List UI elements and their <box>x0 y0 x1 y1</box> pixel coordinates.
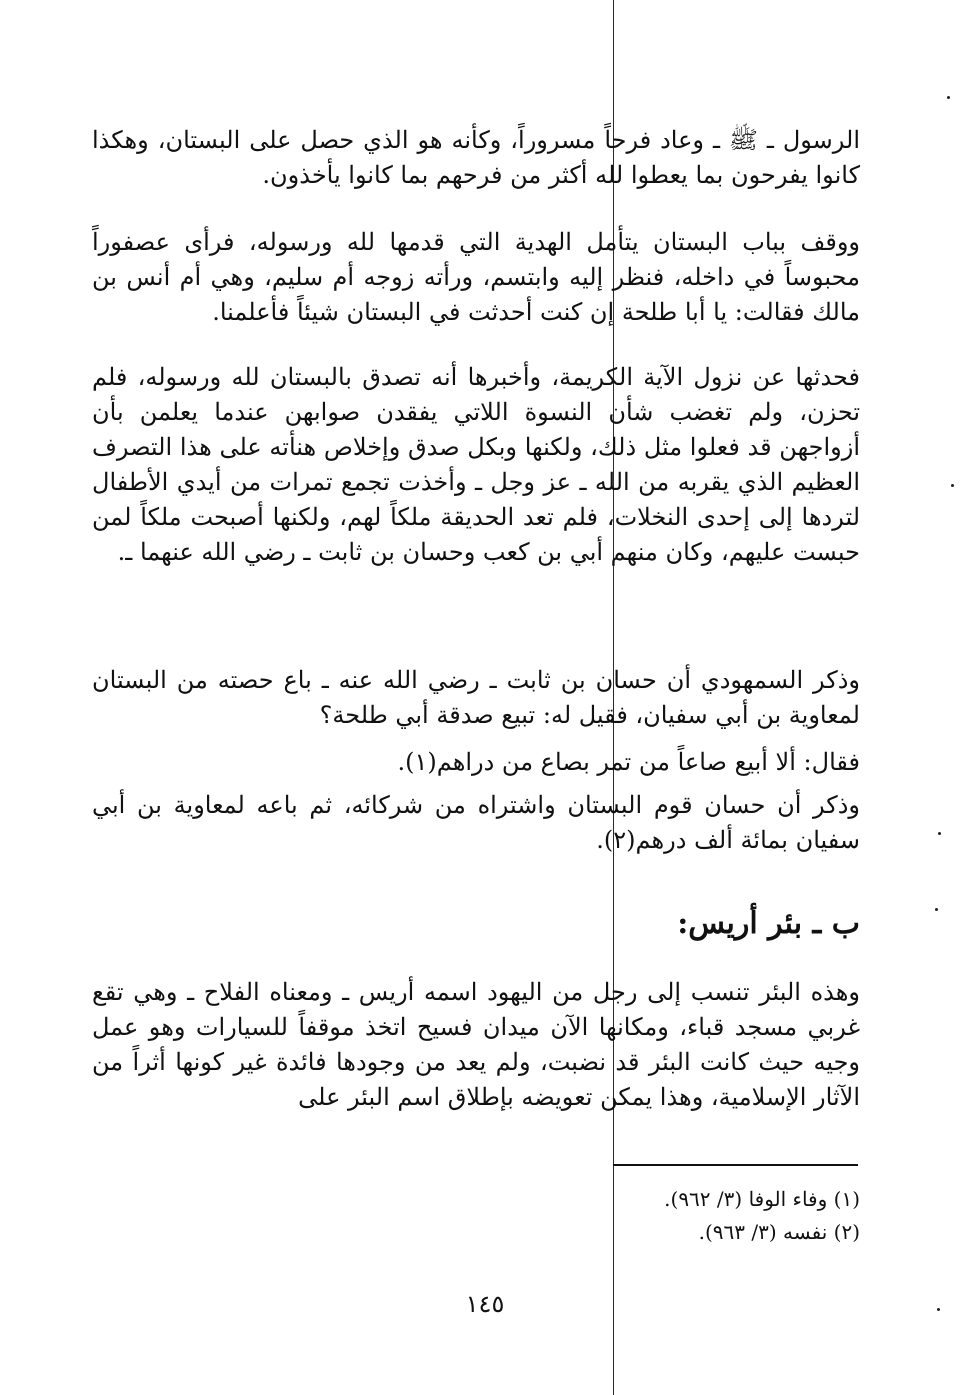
paragraph <box>92 225 860 330</box>
paragraph-text: وذكر أن حسان قوم البستان واشتراه من شركائه، ثم باعه لمعاوية بن أبي سفيان بمائة ألف درهم(٢). <box>92 791 860 854</box>
paragraph <box>92 788 860 858</box>
paragraph-text: الرسول ـ ﷺ ـ وعاد فرحاً مسروراً، وكأنه هو الذي حصل على البستان، وهكذا كانوا يفرحون بما يعطوا لله أكثر من فرحهم بما كانوا يأخذون. <box>92 126 861 189</box>
scan-speck <box>937 1308 940 1311</box>
scan-speck <box>947 96 950 99</box>
paragraph-text: فحدثها عن نزول الآية الكريمة، وأخبرها أنه تصدق بالبستان لله ورسوله، فلم تحزن، ولم تغضب شأن النسوة اللاتي يفقدن صوابهن عندما يعلمن بأن أزواجهن قد فعلوا مثل ذلك، ولكنها وبكل صدق وإخلاص هنأته على هذا التصرف العظيم الذي يقربه من الله ـ عز وجل ـ وأخذت تجمع تمرات من أيدي الأطفال لتردها إلى إحدى النخلات، فلم تعد الحديقة ملكاً لهم، ولكنها أصبحت ملكاً لمن حبست عليهم، وكان منهم أبي بن كعب وحسان بن ثابت ـ رضي الله عنهما ـ. <box>92 363 861 566</box>
footnote: (٢) نفسه (٣/ ٩٦٣). <box>698 1220 860 1244</box>
footnote-rule <box>613 1164 858 1166</box>
paragraph-text: وذكر السمهودي أن حسان بن ثابت ـ رضي الله عنه ـ باع حصته من البستان لمعاوية بن أبي سفيان، فقيل له: تبيع صدقة أبي طلحة؟ <box>92 666 860 729</box>
paragraph <box>92 975 860 1115</box>
paragraph-text: فقال: ألا أبيع صاعاً من تمر بصاع من دراهم(١). <box>397 748 860 776</box>
paragraph <box>92 745 860 780</box>
paragraph-text: ووقف بباب البستان يتأمل الهدية التي قدمها لله ورسوله، فرأى عصفوراً محبوساً في داخله، فنظر إليه وابتسم، ورأته زوجه أم سليم، وهي أم أنس بن مالك فقالت: يا أبا طلحة إن كنت أحدثت في البستان شيئاً فأعلمنا. <box>92 228 860 326</box>
paragraph <box>92 360 860 570</box>
scan-speck <box>951 484 954 487</box>
footnotes <box>500 1183 860 1249</box>
footnote: (١) وفاء الوفا (٣/ ٩٦٢). <box>664 1187 860 1211</box>
scan-speck <box>935 908 938 911</box>
scan-speck <box>938 832 941 835</box>
paragraph-text: وهذه البئر تنسب إلى رجل من اليهود اسمه أريس ـ ومعناه الفلاح ـ وهي تقع غربي مسجد قباء، ومكانها الآن ميدان فسيح اتخذ موقفاً للسيارات وهو عمل وجيه حيث كانت البئر قد نضبت، ولم يعد من وجودها فائدة غير كونها أثراً من الآثار الإسلامية، وهذا يمكن تعويضه بإطلاق اسم البئر على <box>92 978 860 1111</box>
section-heading: ب ـ بئر أريس: <box>677 906 860 941</box>
page-number: ١٤٥ <box>465 1290 505 1318</box>
paragraph <box>92 663 860 733</box>
paragraph <box>92 123 860 193</box>
